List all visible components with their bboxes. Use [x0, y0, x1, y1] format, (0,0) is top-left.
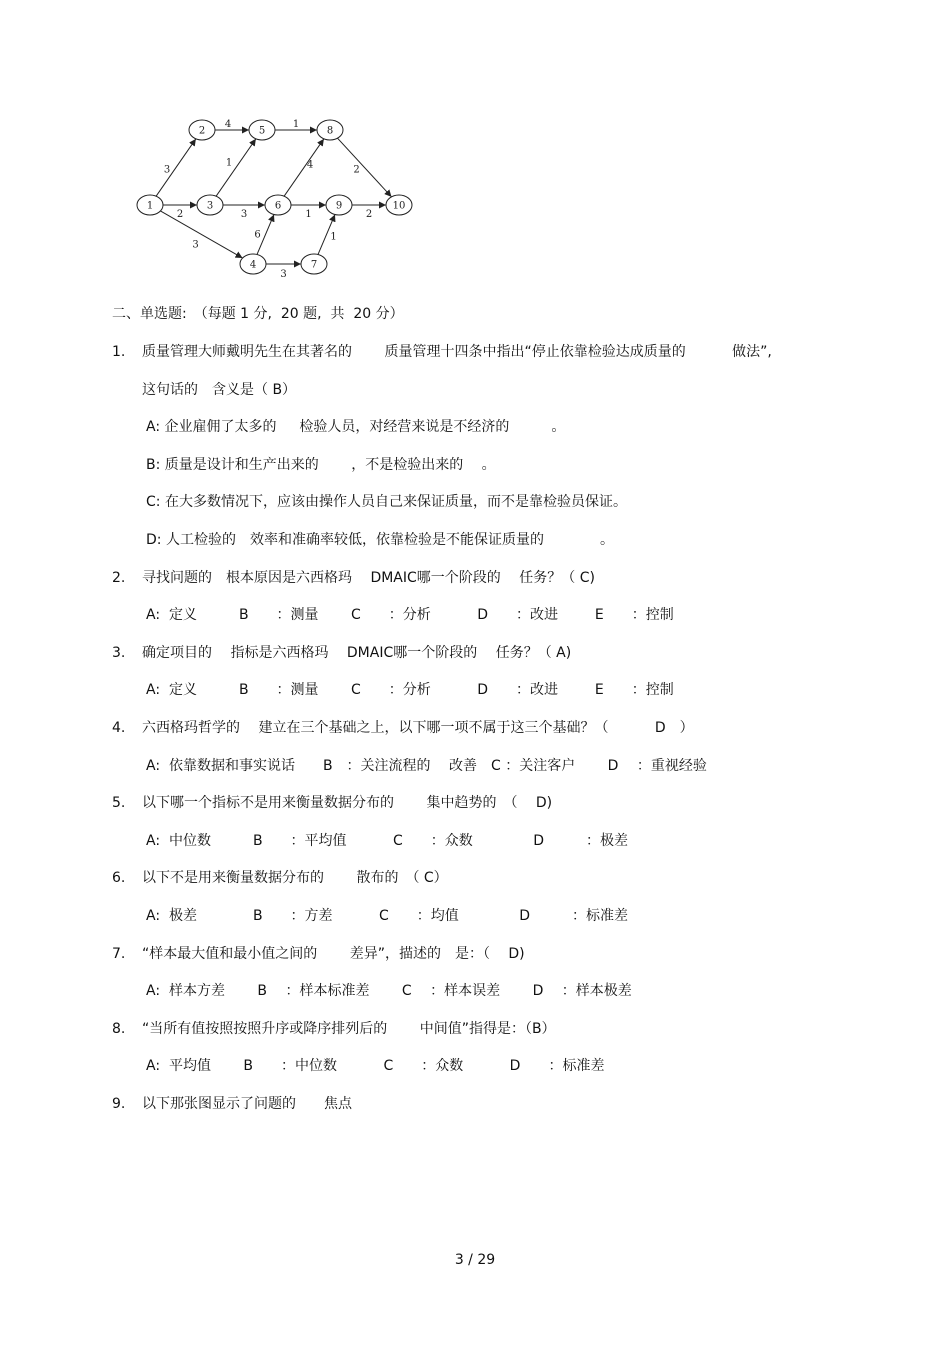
node-label-5: 5: [258, 125, 266, 137]
node-label-8: 8: [326, 125, 334, 137]
node-label-4: 4: [249, 259, 257, 271]
edge-6-8: [284, 139, 324, 196]
question-text: 六西格玛哲学的 建立在三个基础之上，以下哪一项不属于这三个基础？（ D ）: [142, 720, 694, 736]
question-text: 以下那张图显示了问题的 焦点: [142, 1096, 352, 1112]
answer-option: A: 定义 B ：测量 C ：分析 D ：改进 E ：控制: [146, 682, 674, 699]
question-number: 3.: [112, 644, 126, 661]
edge-1-4: [160, 211, 242, 258]
edge-weight-8-10: 2: [353, 164, 360, 176]
edge-3-5: [216, 139, 256, 196]
question-number: 2.: [112, 569, 126, 586]
edge-weight-6-8: 4: [306, 159, 314, 171]
question-number: 4.: [112, 720, 126, 736]
answer-option: A: 定义 B ：测量 C ：分析 D ：改进 E ：控制: [146, 607, 674, 624]
edge-weight-1-2: 3: [163, 164, 171, 176]
edge-8-10: [338, 138, 392, 197]
answer-option: A: 极差 B ：方差 C ：均值 D ：标准差: [146, 908, 629, 924]
question-text: 这句话的 含义是（ B）: [142, 381, 297, 398]
edge-1-2: [156, 139, 196, 196]
question-text: “样本最大值和最小值之间的 差异”，描述的 是：（ D): [142, 945, 525, 962]
node-label-1: 1: [146, 200, 154, 212]
question-text: 以下不是用来衡量数据分布的 散布的 （ C）: [142, 870, 448, 887]
question-number: 1.: [112, 344, 126, 360]
question-number: 9.: [112, 1096, 126, 1112]
node-label-10: 10: [392, 200, 406, 212]
question-text: “当所有值按照按照升序或降序排列后的 中间值”指得是：（B）: [142, 1020, 556, 1037]
question-number: 7.: [112, 945, 126, 962]
answer-option: A: 依靠数据和事实说话 B ：关注流程的 改善 C ：关注客户 D ：重视经验: [146, 757, 707, 774]
edge-weight-3-5: 1: [225, 157, 233, 169]
network-diagram: [128, 112, 428, 287]
edge-weight-6-9: 1: [305, 209, 312, 220]
question-text: 寻找问题的 根本原因是六西格玛 DMAIC哪一个阶段的 任务？（ C): [142, 569, 595, 586]
edge-weight-4-7: 3: [280, 269, 287, 280]
node-label-6: 6: [274, 200, 282, 212]
answer-option: A: 企业雇佣了太多的 检验人员，对经营来说是不经济的 。: [146, 419, 566, 436]
question-number: 8.: [112, 1020, 126, 1037]
question-text: 确定项目的 指标是六西格玛 DMAIC哪一个阶段的 任务？（ A): [142, 644, 572, 661]
answer-option: A: 样本方差 B ：样本标准差 C ：样本误差 D ：样本极差: [146, 983, 632, 1000]
question-number: 5.: [112, 795, 126, 812]
edge-weight-7-9: 1: [330, 231, 337, 243]
answer-option: A: 中位数 B ：平均值 C ：众数 D ：极差: [146, 832, 629, 849]
edge-weight-5-8: 1: [292, 119, 300, 130]
edge-weight-1-4: 3: [192, 239, 199, 251]
question-text: 以下哪一个指标不是用来衡量数据分布的 集中趋势的 （ D): [142, 795, 553, 812]
page-number: 3 / 29: [454, 1252, 496, 1268]
section-title: 二、单选题: （每题 1 分, 20 题, 共 20 分）: [112, 306, 404, 322]
question-text: 质量管理大师戴明先生在其著名的 质量管理十四条中指出“停止依靠检验达成质量的 做法”,: [142, 344, 772, 360]
node-label-9: 9: [335, 200, 343, 212]
edge-weight-4-6: 6: [254, 229, 261, 241]
answer-option: B: 质量是设计和生产出来的 ，不是检验出来的 。: [146, 456, 496, 473]
edge-weight-3-6: 3: [240, 209, 248, 220]
node-label-3: 3: [206, 200, 214, 212]
edge-weight-1-3: 2: [176, 209, 184, 220]
question-number: 6.: [112, 870, 126, 887]
answer-option: C: 在大多数情况下，应该由操作人员自己来保证质量，而不是靠检验员保证。: [146, 494, 627, 511]
node-label-2: 2: [198, 125, 206, 137]
node-label-7: 7: [310, 259, 318, 271]
edge-weight-9-10: 2: [365, 209, 373, 220]
edge-weight-2-5: 4: [224, 119, 232, 130]
answer-option: A: 平均值 B ：中位数 C ：众数 D ：标准差: [146, 1058, 605, 1075]
answer-option: D: 人工检验的 效率和准确率较低，依靠检验是不能保证质量的 。: [146, 532, 614, 548]
